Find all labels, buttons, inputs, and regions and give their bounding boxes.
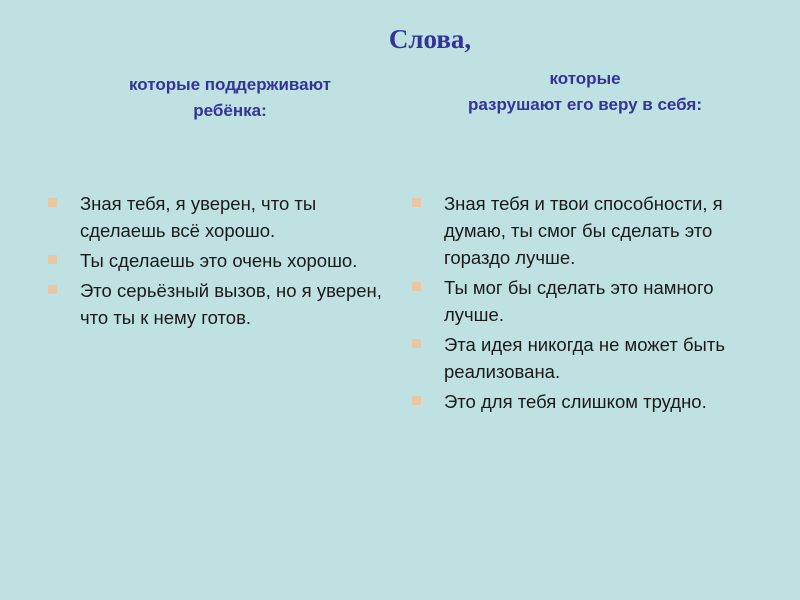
right-heading-line-2: разрушают его веру в себя: — [467, 95, 703, 114]
list-item — [46, 247, 386, 274]
square-bullet-icon — [48, 198, 57, 207]
destructive-phrases-list — [410, 190, 760, 418]
square-bullet-icon — [412, 282, 421, 291]
list-item-text: Это для тебя слишком трудно. — [444, 391, 707, 412]
right-heading-line-1: которые — [549, 69, 621, 88]
left-column-heading — [80, 72, 380, 124]
square-bullet-icon — [412, 396, 421, 405]
list-item — [410, 388, 760, 415]
list-item-text: Ты мог бы сделать это намного лучше. — [444, 277, 714, 325]
slide-title: Слова, — [388, 24, 472, 54]
supportive-phrases-list — [46, 190, 386, 334]
square-bullet-icon — [412, 339, 421, 348]
list-item-text: Зная тебя, я уверен, что ты сделаешь всё хорошо. — [80, 193, 317, 241]
square-bullet-icon — [48, 255, 57, 264]
list-item-text: Зная тебя и твои способности, я думаю, ты смог бы сделать это гораздо лучше. — [444, 193, 723, 268]
list-item — [410, 274, 760, 328]
square-bullet-icon — [48, 285, 57, 294]
square-bullet-icon — [412, 198, 421, 207]
list-item-text: Это серьёзный вызов, но я уверен, что ты к нему готов. — [80, 280, 382, 328]
list-item — [46, 190, 386, 244]
list-item-text: Ты сделаешь это очень хорошо. — [80, 250, 358, 271]
list-item-text: Эта идея никогда не может быть реализована. — [444, 334, 725, 382]
list-item — [410, 331, 760, 385]
left-heading-line-2: ребёнка: — [193, 101, 267, 120]
list-item — [46, 277, 386, 331]
right-column-heading — [420, 66, 750, 118]
left-heading-line-1: которые поддерживают — [128, 75, 332, 94]
list-item — [410, 190, 760, 271]
